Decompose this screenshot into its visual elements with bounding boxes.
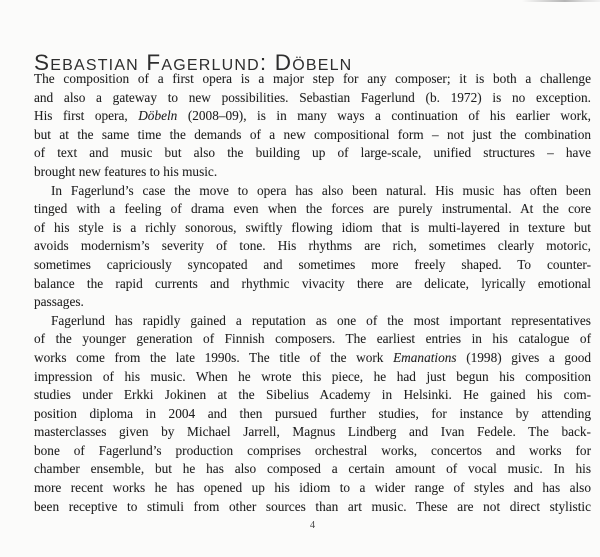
text-segment: In Fagerlund’s case the move to opera has also been natural. His music has often been [51,182,591,198]
text-line [34,89,591,108]
text-line [34,144,591,163]
text-line [34,275,591,294]
text-segment: position diploma in 2004 and then pursued further studies, for instance by attending [34,405,591,421]
text-line [34,293,591,312]
text-line [34,498,591,517]
text-segment: (1998) gives a good [456,349,592,365]
page-number: 4 [309,520,316,531]
text-line [34,330,591,349]
text-segment: balance the rapid currents and rhythmic vivacity there are delicate, lyrically emotional [34,275,591,291]
text-segment: impression of his music. When he wrote this piece, he had just begun his composition [34,368,591,384]
text-segment: more recent works he has opened up his idiom to a wider range of styles and has also [34,480,591,496]
text-segment: Fagerlund has rapidly gained a reputation as one of the most important representatives [51,312,591,328]
text-line [34,256,591,275]
scan-edge-artifact [522,0,600,2]
text-segment: of his style is a richly sonorous, swiftly flowing idiom that is multi-layered in texture but [34,219,591,235]
text-line [34,200,591,219]
text-segment: of text and music but also the building up of large-scale, unified structures – have [34,145,591,161]
text-segment: studies under Erkki Jokinen at the Sibelius Academy in Helsinki. He gained his com- [34,387,591,403]
text-line [34,349,591,368]
text-line [34,126,591,145]
text-line [34,386,591,405]
paragraph [34,70,591,182]
italic-work-title: Döbeln [138,108,178,124]
text-segment: brought new features to his music. [34,163,218,179]
text-line [34,163,591,182]
text-segment: The composition of a first opera is a major step for any composer; it is both a challenge [34,71,591,86]
text-segment: His first opera, [34,108,139,124]
text-line [34,70,591,89]
page-title: Sebastian Fagerlund: Döbeln [34,50,353,76]
text-segment: works come from the late 1990s. The title of the work [34,349,394,365]
paragraph [34,182,591,312]
text-line [34,368,591,387]
text-line [34,405,591,424]
text-segment: chamber ensemble, but he has also composed a certain amount of vocal music. In his [34,461,591,477]
italic-work-title: Emanations [393,349,457,365]
text-segment: masterclasses given by Michael Jarrell, Magnus Lindberg and Ivan Fedele. The back- [34,424,591,440]
text-line [34,182,591,201]
text-segment: but at the same time the demands of a new compositional form – not just the combination [34,126,591,142]
paragraph [34,312,591,517]
text-segment: of the younger generation of Finnish composers. The earliest entries in his catalogue of [34,331,591,347]
text-line [34,442,591,461]
text-segment: avoids modernism’s severity of tone. His rhythms are rich, sometimes clearly motoric, [34,238,591,254]
text-line [34,237,591,256]
text-line [34,460,591,479]
text-segment: (2008–09), is in many ways a continuation of his earlier work, [177,108,591,124]
text-segment: and also a gateway to new possibilities. Sebastian Fagerlund (b. 1972) is no exception. [34,89,591,105]
article-body [34,70,591,516]
text-segment: tinged with a feeling of drama even when the forces are purely instrumental. At the core [34,201,591,217]
text-line [34,107,591,126]
text-segment: bone of Fagerlund’s production comprises orchestral works, concertos and works for [34,442,591,458]
text-segment: passages. [34,294,84,310]
text-line [34,479,591,498]
text-line [34,219,591,238]
text-segment: sometimes capriciously syncopated and sometimes more freely shaped. To counter- [34,256,591,272]
text-segment: been receptive to stimuli from other sources than art music. These are not direct stylistic [34,498,591,514]
text-line [34,312,591,331]
text-line [34,423,591,442]
